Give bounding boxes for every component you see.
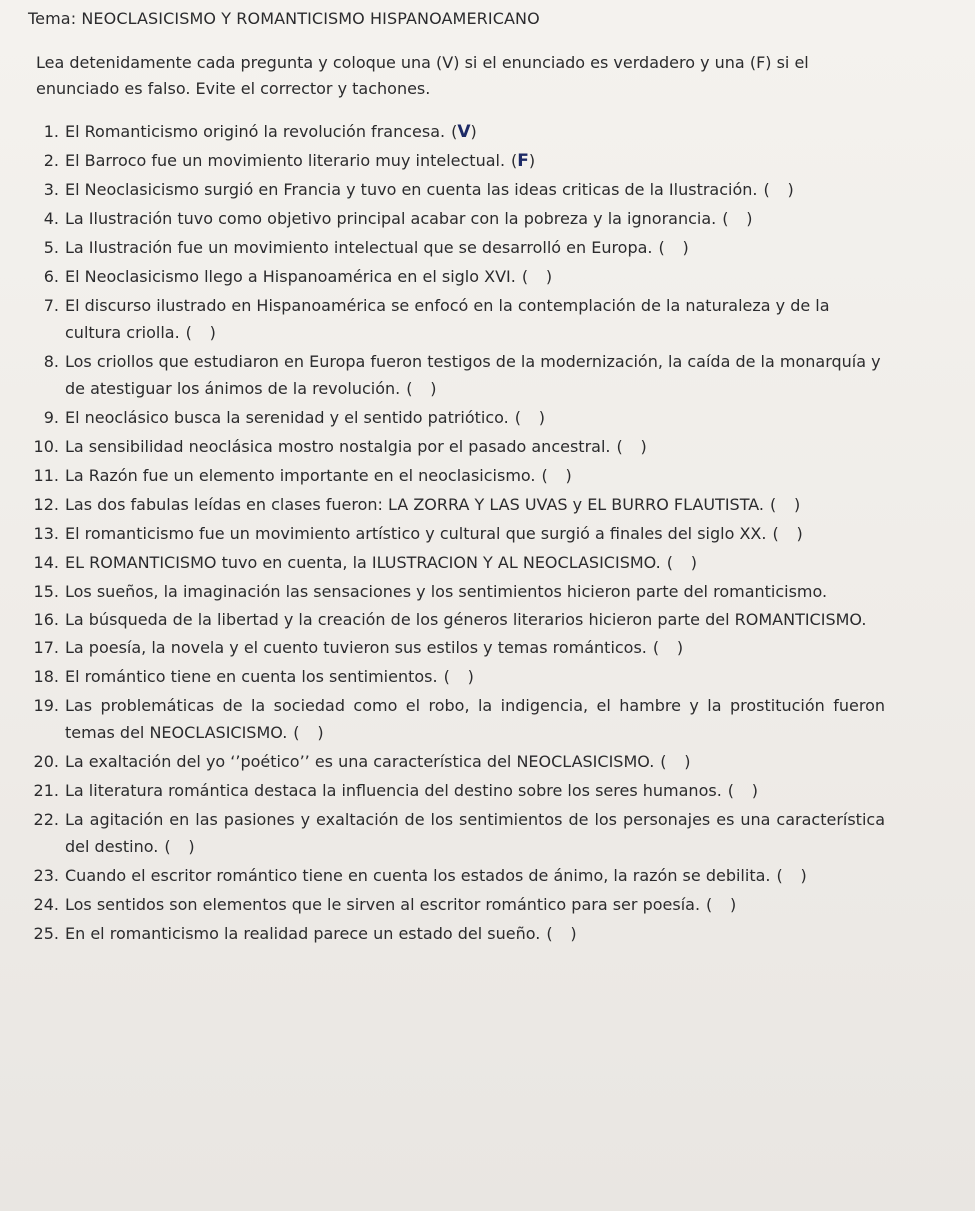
question-statement: El romántico tiene en cuenta los sentimientos. [65,667,438,686]
question-item [28,404,955,432]
question-text [65,777,955,805]
answer-box[interactable]: ( ) [443,667,474,686]
question-number: 15. [33,582,59,601]
question-number: 25. [33,924,59,943]
question-item [28,462,955,490]
question-text [65,118,955,146]
answer-mark [734,781,752,801]
question-number: 17. [33,638,59,657]
question-statement: El Neoclasicismo llego a Hispanoamérica en el siglo XVI. [65,267,516,286]
question-text [65,263,955,291]
question-statement: Las problemáticas de la sociedad como el robo, la indigencia, el hambre y la prostitución fueron temas del NEOCLASICISMO. [65,696,885,742]
question-statement: Los criollos que estudiaron en Europa fueron testigos de la modernización, la caída de la monarquía y de atestiguar los ánimos de la revolución. [65,352,881,398]
question-statement: Cuando el escritor romántico tiene en cuenta los estados de ánimo, la razón se debilita. [65,866,771,885]
question-item [28,891,955,919]
question-statement: El romanticismo fue un movimiento artístico y cultural que surgió a finales del siglo XX. [65,524,767,543]
question-statement: El Romanticismo originó la revolución francesa. [65,122,446,141]
answer-mark [783,866,801,886]
answer-box[interactable]: ( ) [164,837,195,856]
answer-box[interactable]: ( ) [772,524,803,543]
question-text [65,692,955,747]
answer-mark [450,667,468,687]
answer-box[interactable]: ( ) [776,866,807,885]
question-statement: La sensibilidad neoclásica mostro nostalgia por el pasado ancestral. [65,437,611,456]
question-item [28,205,955,233]
question-text [65,606,955,633]
question-statement: El Barroco fue un movimiento literario muy intelectual. [65,151,506,170]
question-text [65,433,955,461]
question-item [28,263,955,291]
answer-box[interactable]: ( ) [769,495,801,514]
question-number: 16. [33,610,59,629]
question-statement: EL ROMANTICISMO tuvo en cuenta, la ILUSTRACION Y AL NEOCLASICISMO. [65,553,661,572]
answer-box[interactable]: ( ) [406,379,437,398]
question-item [28,234,955,262]
question-number: 11. [33,466,59,485]
answer-mark: F [517,151,529,171]
question-text [65,578,955,605]
question-text [65,176,955,204]
question-statement: La búsqueda de la libertad y la creación de los géneros literarios hicieron parte del ROMANTICISMO. [65,610,867,629]
question-statement: En el romanticismo la realidad parece un estado del sueño. [65,924,541,943]
question-item [28,118,955,146]
answer-box[interactable]: ( ) [541,466,572,485]
answer-box[interactable]: ( ) [660,752,691,771]
answer-mark [667,752,685,772]
question-number: 4. [43,209,59,228]
answer-box[interactable]: (F) [511,151,536,171]
answer-mark [528,267,546,287]
question-number: 1. [43,122,59,141]
question-statement: La Ilustración tuvo como objetivo principal acabar con la pobreza y la ignorancia. [65,209,717,228]
question-number: 14. [33,553,59,572]
answer-mark [776,495,794,515]
answer-box[interactable]: ( ) [652,638,684,657]
question-item [28,692,955,747]
question-number: 24. [33,895,59,914]
answer-box[interactable]: ( ) [666,553,697,572]
question-item [28,748,955,776]
question-text [65,862,955,890]
question-number: 18. [33,667,59,686]
answer-mark [770,180,788,200]
question-number: 13. [33,524,59,543]
question-item [28,520,955,548]
question-list [28,118,955,948]
question-item [28,176,955,204]
answer-mark [553,924,571,944]
answer-mark: V [457,122,471,142]
answer-box[interactable]: ( ) [763,180,794,199]
question-text [65,920,955,948]
question-number: 5. [43,238,59,257]
answer-box[interactable]: ( ) [514,408,546,427]
question-item [28,777,955,805]
answer-box[interactable]: ( ) [727,781,759,800]
question-statement: El discurso ilustrado en Hispanoamérica se enfocó en la contemplación de la naturaleza y de la cultura criolla. [65,296,830,342]
question-number: 3. [43,180,59,199]
answer-mark [548,466,566,486]
question-text [65,520,955,548]
question-number: 12. [33,495,59,514]
question-item [28,634,955,662]
answer-box[interactable]: ( ) [658,238,689,257]
answer-mark [192,323,210,343]
question-item [28,348,955,403]
answer-box[interactable]: ( ) [185,323,216,342]
answer-mark [171,837,189,857]
answer-box[interactable]: ( ) [521,267,553,286]
question-statement: Los sentidos son elementos que le sirven al escritor romántico para ser poesía. [65,895,701,914]
answer-mark [665,238,683,258]
question-number: 10. [33,437,59,456]
answer-mark [623,437,641,457]
question-statement: La Razón fue un elemento importante en el neoclasicismo. [65,466,536,485]
question-text [65,891,955,919]
question-statement: La agitación en las pasiones y exaltación de los sentimientos de los personajes es una característica del destino. [65,810,885,856]
answer-mark [673,553,691,573]
question-item [28,806,955,861]
question-number: 20. [33,752,59,771]
question-text [65,292,955,347]
answer-box[interactable]: (V) [451,122,477,142]
question-statement: Las dos fabulas leídas en clases fueron: LA ZORRA Y LAS UVAS y EL BURRO FLAUTISTA. [65,495,764,514]
answer-box[interactable]: ( ) [706,895,737,914]
question-number: 6. [43,267,59,286]
answer-box[interactable]: ( ) [546,924,577,943]
answer-box[interactable]: ( ) [722,209,753,228]
question-text [65,205,955,233]
question-number: 22. [33,810,59,829]
answer-mark [413,379,431,399]
answer-mark [521,408,539,428]
worksheet-instructions: Lea detenidamente cada pregunta y coloque una (V) si el enunciado es verdadero y una (F) si el enunciado es falso. Evite el corrector y tachones. [36,53,809,98]
question-number: 19. [33,696,59,715]
answer-mark [728,209,746,229]
question-text [65,806,955,861]
question-text [65,491,955,519]
question-text [65,748,955,776]
question-text [65,234,955,262]
question-text [65,147,955,175]
answer-mark [300,723,318,743]
question-text [65,663,955,691]
question-item [28,578,955,605]
question-number: 2. [43,151,59,170]
question-statement: La literatura romántica destaca la influencia del destino sobre los seres humanos. [65,781,722,800]
question-statement: La exaltación del yo ‘’poético’’ es una característica del NEOCLASICISMO. [65,752,655,771]
question-item [28,433,955,461]
question-number: 8. [43,352,59,371]
answer-mark [779,524,797,544]
question-number: 7. [43,296,59,315]
question-text [65,634,955,662]
answer-mark [712,895,730,915]
question-statement: Los sueños, la imaginación las sensaciones y los sentimientos hicieron parte del romanticismo. [65,582,828,601]
question-text [65,549,955,577]
question-item [28,292,955,347]
question-statement: La Ilustración fue un movimiento intelectual que se desarrolló en Europa. [65,238,653,257]
question-item [28,663,955,691]
answer-box[interactable]: ( ) [616,437,647,456]
question-statement: La poesía, la novela y el cuento tuvieron sus estilos y temas románticos. [65,638,647,657]
question-item [28,920,955,948]
question-number: 23. [33,866,59,885]
question-item [28,491,955,519]
answer-box[interactable]: ( ) [293,723,324,742]
answer-mark [659,638,677,658]
question-text [65,348,955,403]
question-item [28,549,955,577]
worksheet-title: Tema: NEOCLASICISMO Y ROMANTICISMO HISPANOAMERICANO [28,9,540,28]
question-number: 9. [43,408,59,427]
question-text [65,462,955,490]
question-text [65,404,955,432]
question-statement: El Neoclasicismo surgió en Francia y tuvo en cuenta las ideas criticas de la Ilustración. [65,180,758,199]
question-statement: El neoclásico busca la serenidad y el sentido patriótico. [65,408,509,427]
question-item [28,606,955,633]
question-item [28,147,955,175]
question-number: 21. [33,781,59,800]
question-item [28,862,955,890]
